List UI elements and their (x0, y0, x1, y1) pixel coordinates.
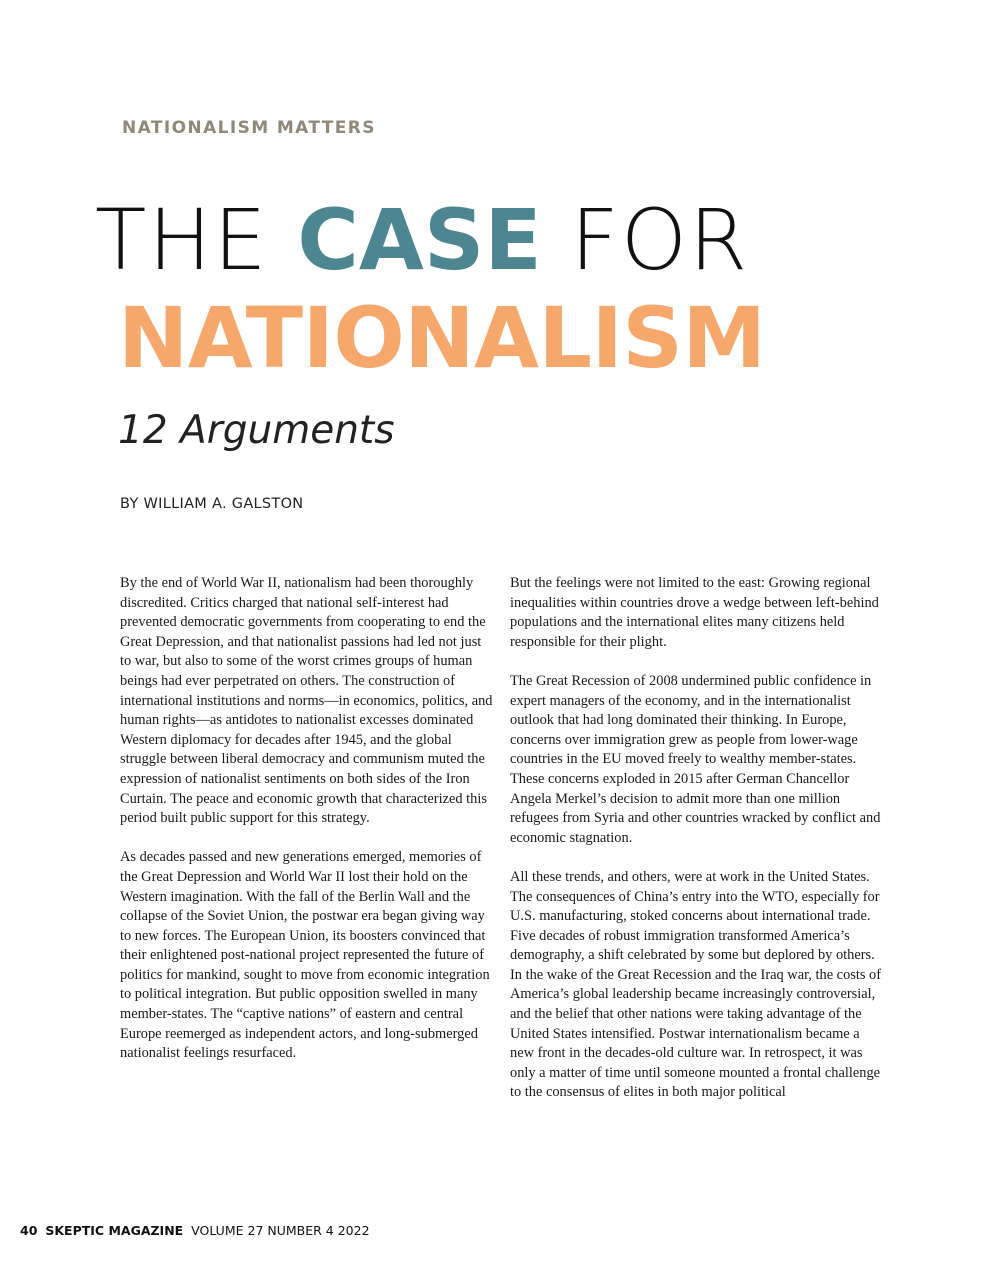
body-column-left (120, 574, 494, 1083)
magazine-name: SKEPTIC MAGAZINE (45, 1223, 184, 1238)
article-subtitle: 12 Arguments (118, 408, 395, 453)
body-column-right (510, 574, 884, 1123)
paragraph: The Great Recession of 2008 undermined public confidence in expert managers of the economy, and in the internationalist outlook that had long dominated their thinking. In Europe, concerns over immigration grew as people from lower-wage countries in the EU moved freely to wealthy member-states. These concerns exploded in 2015 after German Chancellor Angela Merkel’s decision to admit more than one million refugees from Syria and other countries wracked by conflict and economic stagnation. (510, 672, 881, 846)
paragraph: By the end of World War II, nationalism had been thoroughly discredited. Critics charged that national self-interest had prevented democratic governments from cooperating to end the Great Depression, and that nationalist passions had led not just to war, but also to some of the worst crimes groups of human beings had ever perpetrated on others. The construction of international institutions and norms—in economics, politics, and human rights—as antidotes to nationalist excesses dominated Western diplomacy for decades after 1945, and the global struggle between liberal democracy and communism muted the expression of nationalist sentiments on both sides of the Iron Curtain. The peace and economic growth that characterized this period built public support for this strategy. (120, 575, 493, 827)
page-footer (20, 1223, 370, 1238)
section-kicker: NATIONALISM MATTERS (122, 118, 376, 138)
paragraph: But the feelings were not limited to the east: Growing regional inequalities within countries drove a wedge between left-behind populations and the international elites many citizens held responsible for their plight. (510, 575, 879, 650)
title-word-case: CASE (297, 191, 542, 289)
title-word-the: THE (95, 191, 298, 289)
paragraph: All these trends, and others, were at work in the United States. The consequences of China’s entry into the WTO, especially for U.S. manufacturing, stoked concerns about international trade. Five decades of robust immigration transformed America’s demography, a shift celebrated by some but deplored by others. In the wake of the Great Recession and the Iraq war, the costs of America’s global leadership became increasingly controversial, and the belief that other nations were taking advantage of the United States intensified. Postwar internationalism became a new front in the decades-old culture war. In retrospect, it was only a matter of time until someone mounted a frontal challenge to the consensus of elites in both major political (510, 868, 882, 1101)
title-word-for: FOR (541, 191, 750, 289)
article-title-line-2: NATIONALISM (118, 289, 766, 387)
issue-info: VOLUME 27 NUMBER 4 2022 (191, 1223, 370, 1238)
byline: BY WILLIAM A. GALSTON (120, 496, 304, 512)
article-title-line-1 (95, 190, 749, 290)
page-number: 40 (20, 1223, 38, 1238)
paragraph: As decades passed and new generations emerged, memories of the Great Depression and World War II lost their hold on the Western imagination. With the fall of the Berlin Wall and the collapse of the Soviet Union, the postwar era began giving way to new forces. The European Union, its boosters convinced that their enlightened post-national project represented the future of politics for mankind, sought to move from economic integration to political integration. But public opposition swelled in many member-states. The “captive nations” of eastern and central Europe reemerged as independent actors, and long-submerged nationalist feelings resurfaced. (120, 849, 490, 1062)
